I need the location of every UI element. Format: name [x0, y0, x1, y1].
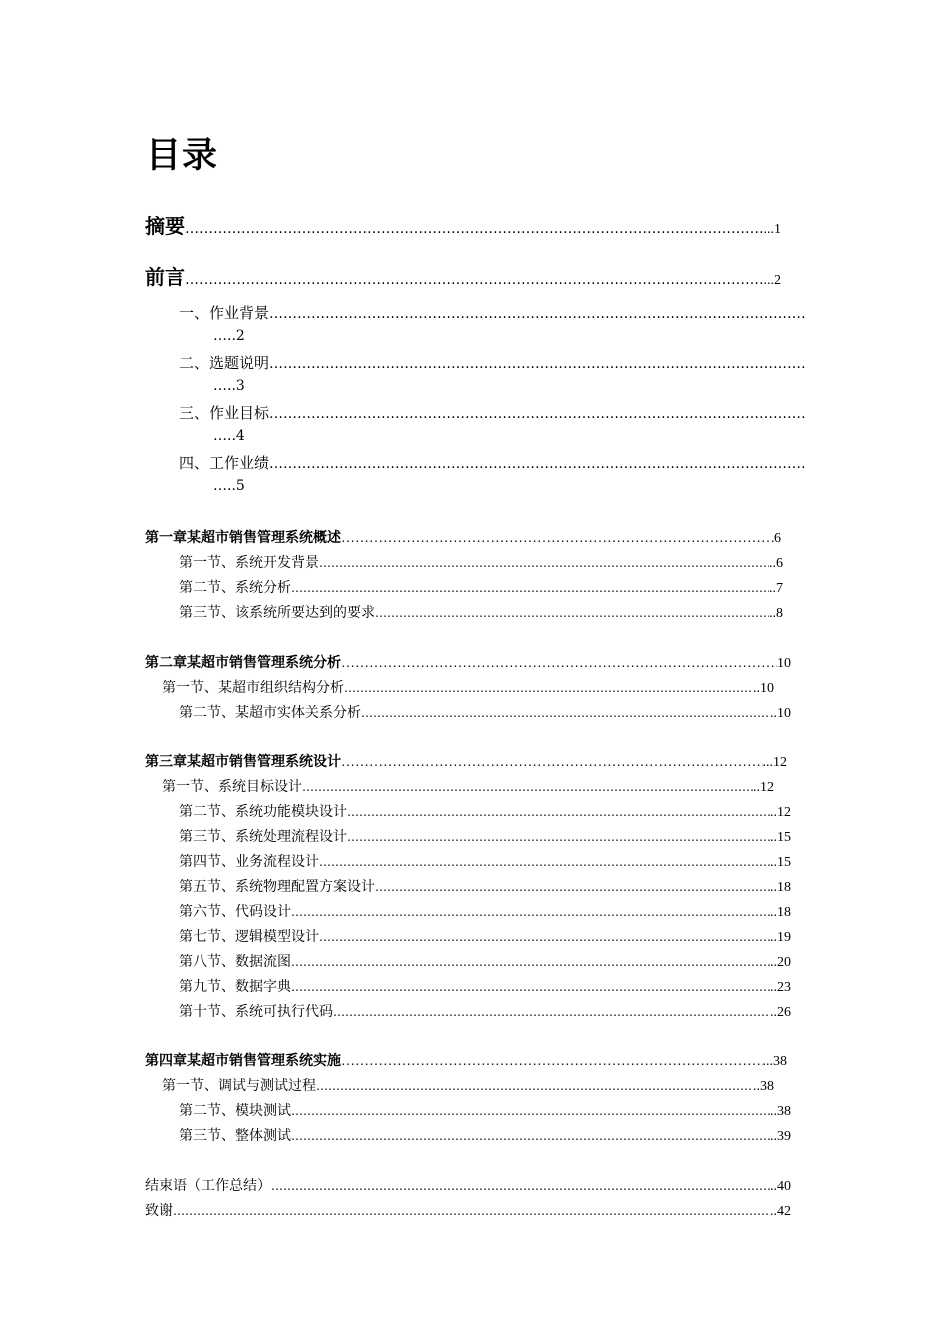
item-number: 二、 [179, 354, 210, 372]
toc-section[interactable] [179, 951, 791, 971]
entry-page: ..7 [769, 581, 783, 596]
chapter-title: 某超市销售管理系统概述 [187, 530, 341, 546]
chapter-number: 第三章 [145, 754, 187, 770]
leader-dots [319, 930, 770, 944]
section-title: 第七节、逻辑模型设计 [179, 929, 319, 945]
leader-dots [347, 830, 770, 844]
section-title: 第四节、业务流程设计 [179, 854, 319, 870]
toc-section[interactable] [179, 552, 783, 572]
section-title: 第六节、代码设计 [179, 904, 291, 920]
toc-section[interactable] [162, 677, 774, 697]
toc-section[interactable] [179, 826, 791, 846]
leader-dots [269, 306, 805, 322]
toc-entry-preface-2[interactable] [179, 352, 805, 373]
entry-page: ..40 [770, 1179, 791, 1194]
toc-section[interactable] [179, 1100, 791, 1120]
item-number: 一、 [179, 304, 210, 322]
entry-page: ..23 [770, 980, 791, 995]
toc-entry-preface-3[interactable] [179, 402, 805, 423]
toc-section[interactable] [179, 926, 791, 946]
leader-dots [319, 556, 769, 570]
leader-dots [185, 272, 764, 288]
leader-dots [269, 456, 805, 472]
item-number: 三、 [179, 404, 210, 422]
leader-dots [361, 706, 770, 720]
toc-entry-acknowledgement[interactable] [145, 1200, 791, 1220]
entry-page: ...38 [762, 1054, 787, 1069]
toc-entry-preface-1[interactable] [179, 302, 805, 323]
toc-section[interactable] [179, 901, 791, 921]
entry-label: 摘要 [145, 214, 185, 238]
chapter-title: 某超市销售管理系统分析 [187, 655, 341, 671]
leader-dots [341, 1054, 763, 1070]
section-title: 第五节、系统物理配置方案设计 [179, 879, 375, 895]
section-title: 第九节、数据字典 [179, 979, 291, 995]
leader-dots [341, 531, 774, 547]
entry-label: 前言 [145, 265, 185, 289]
entry-label: 作业目标 [209, 404, 270, 422]
toc-section[interactable] [162, 776, 774, 796]
toc-chapter-3[interactable] [145, 751, 787, 771]
entry-page: ..12 [753, 780, 774, 795]
leader-dots [269, 356, 805, 372]
entry-label: 结束语（工作总结） [145, 1178, 271, 1194]
entry-page: ..38 [770, 1104, 791, 1119]
toc-section[interactable] [179, 702, 791, 722]
toc-entry-preface-4[interactable] [179, 452, 805, 473]
entry-label: 作业背景 [209, 304, 270, 322]
entry-page: ..19 [770, 930, 791, 945]
section-title: 第三节、该系统所要达到的要求 [179, 605, 375, 621]
toc-entry-abstract[interactable] [145, 210, 781, 239]
entry-label: 选题说明 [209, 354, 270, 372]
section-title: 第十节、系统可执行代码 [179, 1004, 333, 1020]
leader-dots [291, 980, 770, 994]
section-title: 第一节、系统开发背景 [179, 555, 319, 571]
entry-page: ..39 [770, 1129, 791, 1144]
section-title: 第二节、模块测试 [179, 1103, 291, 1119]
entry-page: ..42 [770, 1204, 791, 1219]
leader-dots [185, 221, 764, 237]
leader-dots [269, 406, 805, 422]
entry-label: 工作业绩 [209, 454, 270, 472]
entry-page: 10 [777, 656, 791, 671]
toc-section[interactable] [179, 876, 791, 896]
toc-section[interactable] [179, 851, 791, 871]
leader-dots [316, 1079, 753, 1093]
entry-page: ..10 [753, 681, 774, 696]
section-title: 第二节、系统分析 [179, 580, 291, 596]
section-title: 第二节、某超市实体关系分析 [179, 705, 361, 721]
leader-dots [347, 805, 770, 819]
leader-dots [344, 681, 753, 695]
leader-dots [341, 656, 777, 672]
leader-dots [341, 755, 763, 771]
toc-title: 目录 [146, 136, 219, 176]
section-title: 第一节、系统目标设计 [162, 779, 302, 795]
section-title: 第一节、某超市组织结构分析 [162, 680, 344, 696]
section-title: 第一节、调试与测试过程 [162, 1078, 316, 1094]
entry-page: …..3 [213, 378, 245, 394]
section-title: 第三节、系统处理流程设计 [179, 829, 347, 845]
entry-page: …..4 [213, 428, 245, 444]
entry-page: ..15 [770, 830, 791, 845]
toc-chapter-2[interactable] [145, 652, 791, 672]
leader-dots [271, 1179, 770, 1193]
toc-entry-conclusion[interactable] [145, 1175, 791, 1195]
entry-page: ...2 [763, 273, 781, 288]
entry-page: ...1 [763, 222, 781, 237]
entry-page: ..12 [770, 805, 791, 820]
entry-page: …..5 [213, 478, 245, 494]
leader-dots [173, 1204, 770, 1218]
leader-dots [319, 855, 770, 869]
entry-page: ..6 [769, 556, 783, 571]
section-title: 第三节、整体测试 [179, 1128, 291, 1144]
leader-dots [333, 1005, 770, 1019]
toc-section[interactable] [179, 602, 783, 622]
toc-section[interactable] [179, 801, 791, 821]
leader-dots [302, 780, 753, 794]
toc-section[interactable] [179, 577, 783, 597]
entry-label: 致谢 [145, 1203, 173, 1219]
entry-page: ..18 [770, 880, 791, 895]
toc-chapter-1[interactable] [145, 527, 781, 547]
entry-page: ..15 [770, 855, 791, 870]
entry-page: 6 [774, 531, 781, 546]
entry-page: ..20 [770, 955, 791, 970]
toc-section[interactable] [179, 976, 791, 996]
leader-dots [291, 1129, 770, 1143]
chapter-title: 某超市销售管理系统设计 [187, 754, 341, 770]
entry-page: ..18 [770, 905, 791, 920]
entry-page: ...12 [762, 755, 787, 770]
toc-chapter-4[interactable] [145, 1050, 787, 1070]
leader-dots [291, 955, 770, 969]
item-number: 四、 [179, 454, 210, 472]
section-title: 第二节、系统功能模块设计 [179, 804, 347, 820]
toc-section[interactable] [179, 1125, 791, 1145]
leader-dots [291, 905, 770, 919]
leader-dots [375, 880, 770, 894]
entry-page: ..26 [770, 1005, 791, 1020]
section-title: 第八节、数据流图 [179, 954, 291, 970]
entry-page: ..10 [770, 706, 791, 721]
leader-dots [291, 1104, 770, 1118]
leader-dots [375, 606, 769, 620]
chapter-number: 第一章 [145, 530, 187, 546]
leader-dots [291, 581, 769, 595]
entry-page: ..8 [769, 606, 783, 621]
entry-page: …..2 [213, 328, 245, 344]
chapter-title: 某超市销售管理系统实施 [187, 1053, 341, 1069]
toc-entry-preface[interactable] [145, 261, 781, 290]
toc-section[interactable] [162, 1075, 774, 1095]
entry-page: ..38 [753, 1079, 774, 1094]
chapter-number: 第二章 [145, 655, 187, 671]
chapter-number: 第四章 [145, 1053, 187, 1069]
toc-section[interactable] [179, 1001, 791, 1021]
